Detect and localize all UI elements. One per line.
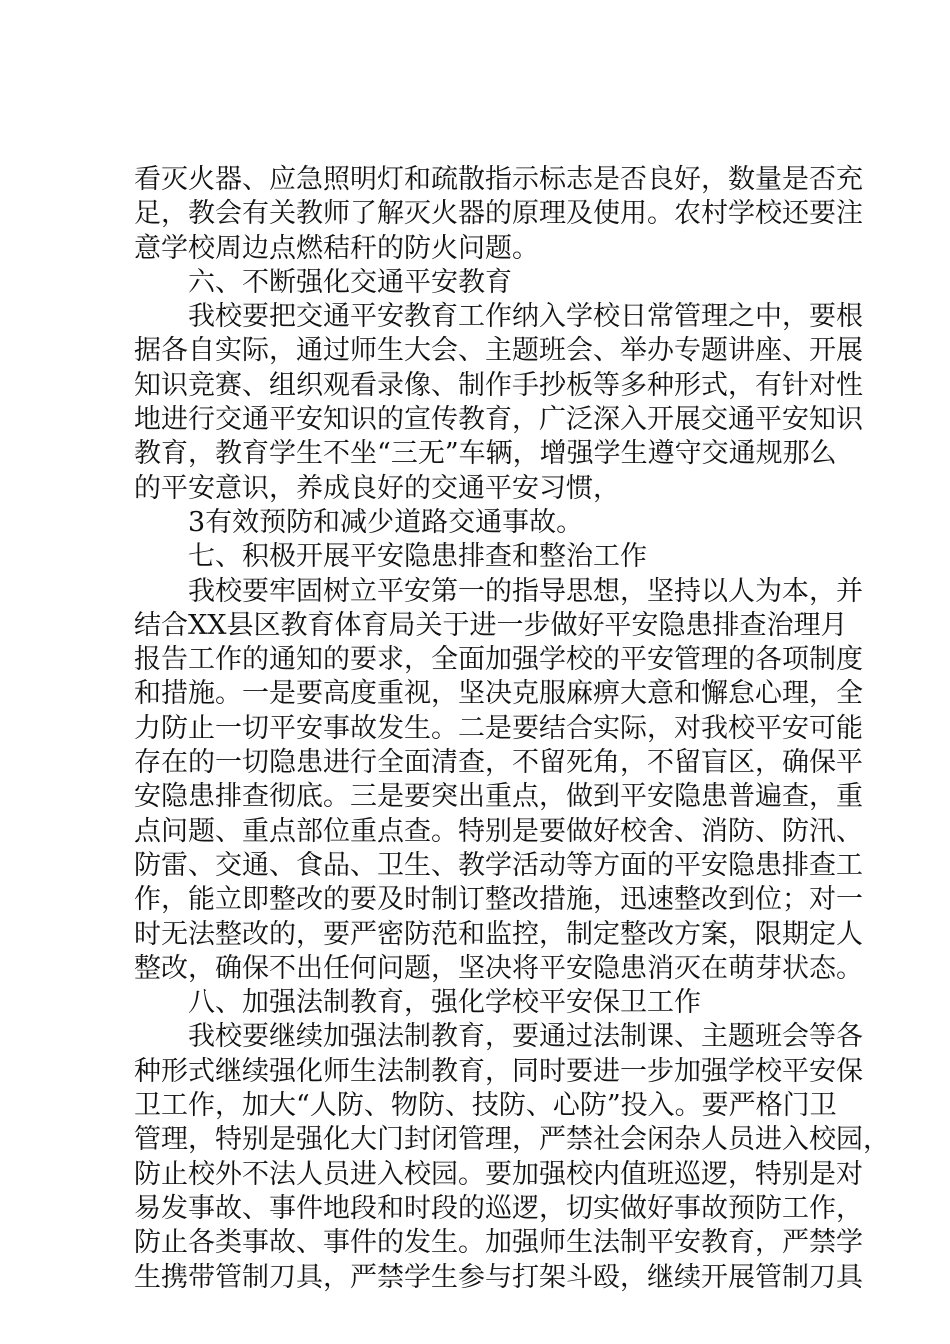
text-line: 我 校 要 把 交 通 平 安 教 育 工 作 纳 入 学 校 日 常 管 理 之 中 ， 要 根 [188,301,863,333]
text-line: 意学校周边点燃秸秆的防火问题。 [134,232,539,264]
text-line: 看 灭 火 器 、 应 急 照 明 灯 和 疏 散 指 示 标 志 是 否 良 好 ， 数 量 是 否 充 [134,164,863,195]
text-line: 防 止 校 外 不 法 人 员 进 入 校 园 。 要 加 强 校 内 值 班 巡 逻 ， 特 别 是 对 [134,1158,863,1190]
text-line: 结 合 X X 县 区 教 育 体 育 局 关 于 进 一 步 做 好 平 安 隐 患 排 查 治 理 月 [134,609,848,641]
text-line: 安 隐 患 排 查 彻 底 。 三 是 要 突 出 重 点 ， 做 到 平 安 隐 患 普 遍 查 ， 重 [134,781,863,813]
text-line: 七、积极开展平安隐患排查和整治工作 [188,541,647,573]
text-line: 报 告 工 作 的 通 知 的 要 求 ， 全 面 加 强 学 校 的 平 安 管 理 的 各 项 制 度 [134,644,863,676]
text-line: 易 发 事 故 、 事 件 地 段 和 时 段 的 巡 逻 ， 切 实 做 好 事 故 预 防 工 作 ， [134,1192,863,1224]
text-line: 我 校 要 继 续 加 强 法 制 教 育 ， 要 通 过 法 制 课 、 主 题 班 会 等 各 [188,1021,863,1053]
text-line: 的平安意识，养成良好的交通平安习惯， [134,472,620,504]
text-line: 力 防 止 一 切 平 安 事 故 发 生 。 二 是 要 结 合 实 际 ， 对 我 校 平 安 可 能 [134,712,863,744]
text-line: 六、不断强化交通平安教育 [188,266,512,298]
text-line: 和 措 施 。 一 是 要 高 度 重 视 ， 坚 决 克 服 麻 痹 大 意 和 懈 怠 心 理 ， 全 [134,678,863,710]
document-body [134,163,890,1295]
text-line: 足 ， 教 会 有 关 教 师 了 解 灭 火 器 的 原 理 及 使 用 。 农 村 学 校 还 要 注 [134,198,863,230]
text-line: 防 雷 、 交 通 、 食 品 、 卫 生 、 教 学 活 动 等 方 面 的 平 安 隐 患 排 查 工 [134,849,863,881]
text-line: 教 育 ， 教 育 学 生 不 坐 “ 三 无 ” 车 辆 ， 增 强 学 生 遵 守 交 通 规 那 么 [134,438,837,470]
text-line: 作 ， 能 立 即 整 改 的 要 及 时 制 订 整 改 措 施 ， 迅 速 整 改 到 位 ； 对 一 [134,884,863,916]
text-line: 管 理 ， 特 别 是 强 化 大 门 封 闭 管 理 ， 严 禁 社 会 闲 杂 人 员 进 入 校 园 ， [134,1124,890,1156]
text-line: 地 进 行 交 通 平 安 知 识 的 宣 传 教 育 ， 广 泛 深 入 开 展 交 通 平 安 知 识 [134,404,863,436]
text-line: 种 形 式 继 续 强 化 师 生 法 制 教 育 ， 同 时 要 进 一 步 加 强 学 校 平 安 保 [134,1055,863,1087]
text-line: 点 问 题 、 重 点 部 位 重 点 查 。 特 别 是 要 做 好 校 舍 、 消 防 、 防 汛 、 [134,815,863,847]
text-line: 防 止 各 类 事 故 、 事 件 的 发 生 。 加 强 师 生 法 制 平 安 教 育 ， 严 禁 学 [134,1227,863,1259]
text-line: 八、加强法制教育，强化学校平安保卫工作 [188,987,701,1019]
text-line: 存 在 的 一 切 隐 患 进 行 全 面 清 查 ， 不 留 死 角 ， 不 留 盲 区 ， 确 保 平 [134,747,863,779]
text-line: 我 校 要 牢 固 树 立 平 安 第 一 的 指 导 思 想 ， 坚 持 以 人 为 本 ， 并 [188,575,863,607]
text-line: 3有效预防和减少道路交通事故。 [188,506,584,538]
text-line: 据 各 自 实 际 ， 通 过 师 生 大 会 、 主 题 班 会 、 举 办 专 题 讲 座 、 开 展 [134,335,863,367]
text-line: 生 携 带 管 制 刀 具 ， 严 禁 学 生 参 与 打 架 斗 殴 ， 继 续 开 展 管 制 刀 具 [134,1261,863,1293]
text-line: 整 改 ， 确 保 不 出 任 何 问 题 ， 坚 决 将 平 安 隐 患 消 灭 在 萌 芽 状 态 。 [134,952,863,984]
text-line: 时 无 法 整 改 的 ， 要 严 密 防 范 和 监 控 ， 制 定 整 改 方 案 ， 限 期 定 人 [134,918,863,950]
text-line: 卫 工 作 ， 加 大 “ 人 防 、 物 防 、 技 防 、 心 防 ” 投 入 。 要 严 格 门 卫 [134,1090,837,1122]
text-line: 知 识 竞 赛 、 组 织 观 看 录 像 、 制 作 手 抄 板 等 多 种 形 式 ， 有 针 对 性 [134,369,863,401]
